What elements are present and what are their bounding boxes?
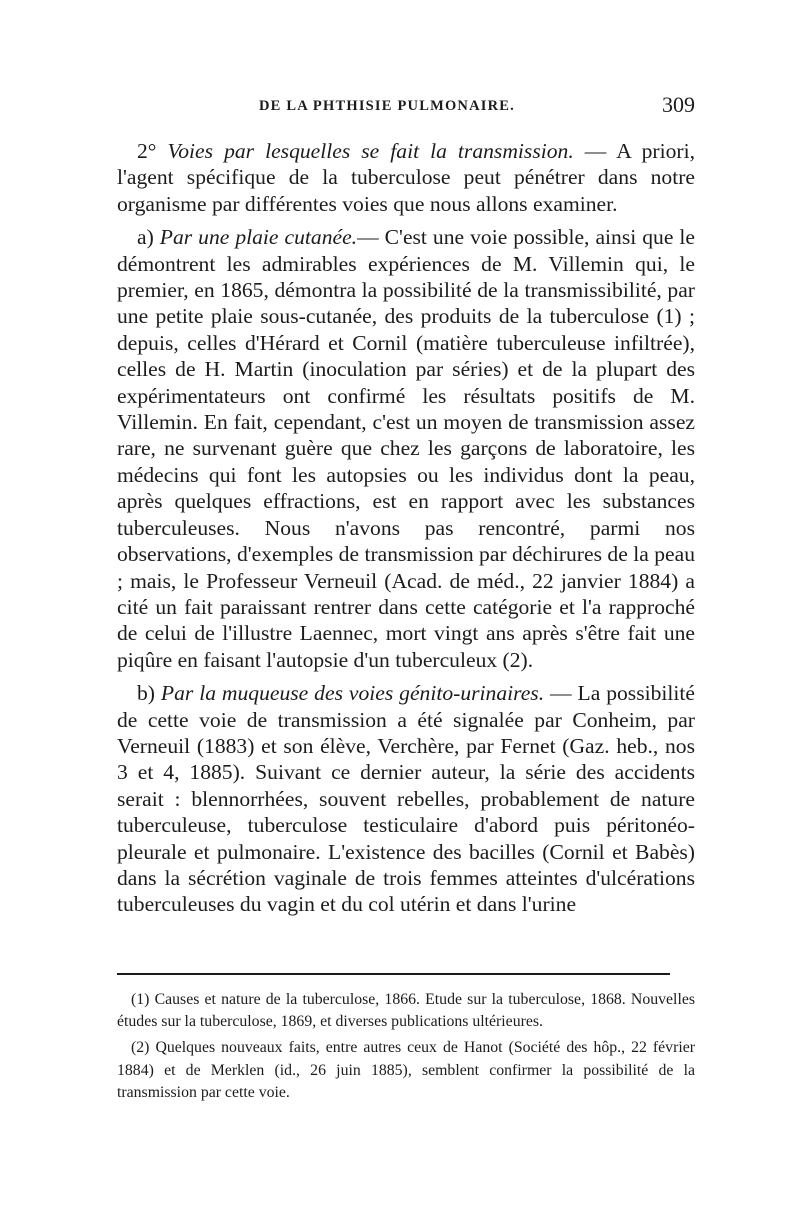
running-title: DE LA PHTHISIE PULMONAIRE. <box>259 98 515 114</box>
paragraph-text: — La possibilité de cette voie de transmission a été signalée par Conheim, par Verneuil (1883) et son élève, Verchère, par Fernet (Gaz. heb., nos 3 et 4, 1885). Suivant ce dernier auteur, la série des accidents serait : blennorrhées, souvent rebelles, probablement de nature tuberculeuse, tuberculose testiculaire d'abord puis péritonéo-pleurale et pulmonaire. L'existence des bacilles (Cornil et Babès) dans la sécrétion vaginale de trois femmes atteintes d'ulcérations tuberculeuses du vagin et du col utérin et dans l'urine <box>117 681 695 917</box>
paragraph-text: — C'est une voie possible, ainsi que le démontrent les admirables expériences de M. Villemin qui, le premier, en 1865, démontra la possibilité de la transmissibilité, par une petite plaie sous-cutanée, des produits de la tuberculose (1) ; depuis, celles d'Hérard et Cornil (matière tuberculeuse infiltrée), celles de H. Martin (inoculation par séries) et de la plupart des expérimentateurs ont confirmé les résultats positifs de M. Villemin. En fait, cependant, c'est un moyen de transmission assez rare, ne survenant guère que chez les garçons de laboratoire, les médecins qui font les autopsies ou les individus dont la peau, après quelques effractions, est en rapport avec les substances tuberculeuses. Nous n'avons pas rencontré, parmi nos observations, d'exemples de transmission par déchirures de la peau ; mais, le Professeur Verneuil (Acad. de méd., 22 janvier 1884) a cité un fait paraissant rentrer dans cette catégorie et l'a rapproché de celui de l'illustre Laennec, mort vingt ans après s'être fait une piqûre en faisant l'autopsie d'un tuberculeux (2). <box>117 225 695 672</box>
footnote-1: (1) Causes et nature de la tuberculose, 1866. Etude sur la tuberculose, 1868. Nouvelles études sur la tuberculose, 1869, et diverses publications ultérieures. <box>117 991 695 1031</box>
page-header <box>117 92 695 122</box>
body-text <box>117 138 695 918</box>
section-heading: Voies par lesquelles se fait la transmission. <box>167 139 574 163</box>
footnotes <box>117 989 695 1108</box>
footnote-separator <box>117 973 670 975</box>
subsection-heading: Par la muqueuse des voies génito-urinaires. <box>160 681 545 706</box>
paragraph-transmission-routes <box>117 138 695 217</box>
subsection-letter: b) <box>137 681 161 706</box>
page-number: 309 <box>662 92 695 117</box>
paragraph-genito-urinary <box>117 680 695 918</box>
paragraph-cutaneous-wound <box>117 224 695 673</box>
section-number: 2° <box>137 139 168 163</box>
paragraph-text: — A priori, l'agent spécifique de la tuberculose peut pénétrer dans notre organisme par différentes voies que nous allons examiner. <box>117 139 695 216</box>
subsection-letter: a) <box>137 225 160 250</box>
footnote-2: (2) Quelques nouveaux faits, entre autres ceux de Hanot (Société des hôp., 22 février 1884) et de Merklen (id., 26 juin 1885), semblent confirmer la possibilité de la transmission par cette voie. <box>117 1039 695 1101</box>
subsection-heading: Par une plaie cutanée. <box>159 225 358 250</box>
